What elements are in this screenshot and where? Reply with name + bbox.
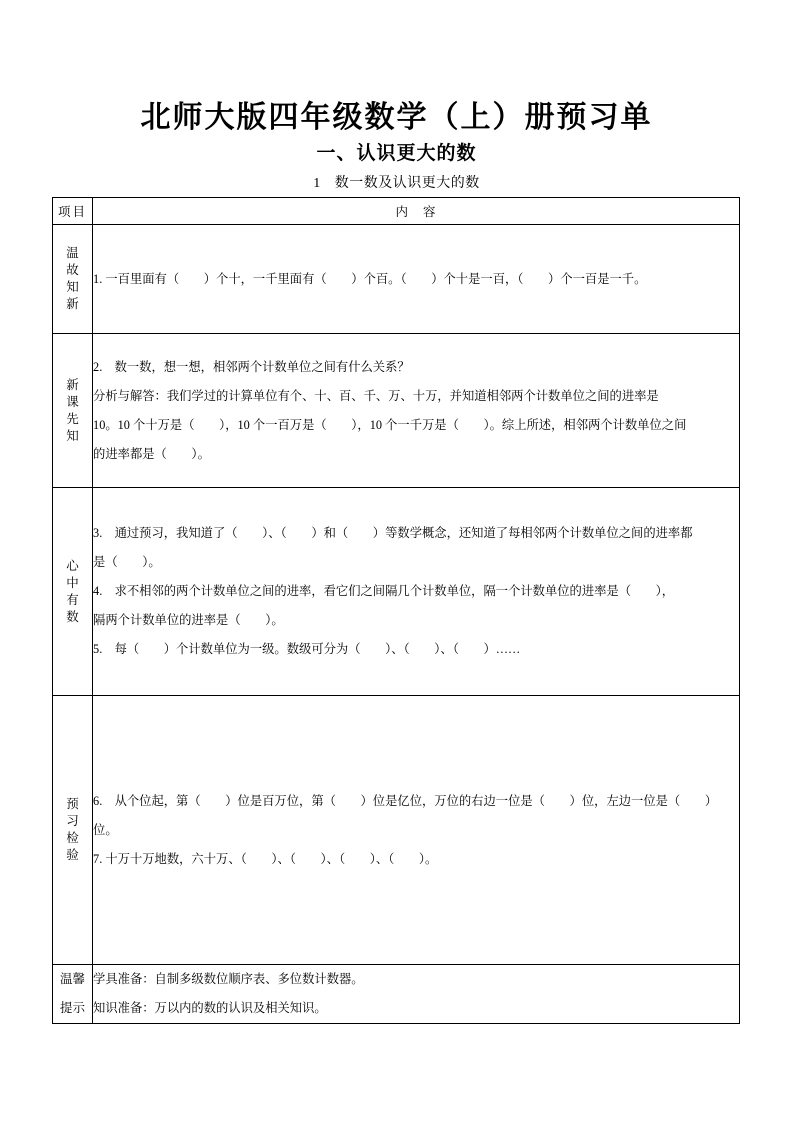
preview-sheet-table (52, 197, 740, 1024)
row-content-yuxi-jianyan (93, 696, 740, 965)
row-label-char: 心 (66, 558, 79, 573)
question-line: 是（ ）。 (93, 555, 161, 569)
row-label-char: 先 (66, 411, 79, 426)
question-line: 6. 从个位起，第（ ）位是百万位，第（ ）位是亿位，万位的右边一位是（ ）位，左边一位是（ ） (93, 793, 718, 808)
tip-line: 学具准备：自制多级数位顺序表、多位数计数器。 (93, 972, 364, 986)
row-label-char: 预 (66, 797, 79, 811)
row-label-char: 数 (66, 609, 79, 624)
page-title: 北师大版四年级数学（上）册预习单 (140, 101, 653, 134)
header-cell-item: 项目 (53, 198, 93, 225)
row-label-xinke-xianzhi (53, 334, 93, 488)
question-line: 4. 求不相邻的两个计数单位之间的进率，看它们之间隔几个计数单位，隔一个计数单位的进率是（ ）， (93, 584, 675, 598)
header-cell-content (93, 198, 740, 225)
table-row (53, 488, 740, 696)
row-content-xinzhong-youshu (93, 488, 740, 696)
lesson-name: 数一数及认识更大的数 (334, 176, 480, 191)
row-label-char: 习 (66, 814, 79, 828)
question-line: 5. 每（ ）个计数单位为一级。数级可分为（ ）、（ ）、（ ）…… (93, 642, 521, 656)
unit-title: 一、认识更大的数 (316, 143, 477, 164)
row-label-char: 验 (66, 848, 79, 862)
header-content-left: 内 (395, 205, 410, 219)
tip-line: 知识准备：万以内的数的认识及相关知识。 (93, 1001, 327, 1015)
row-content-wenxin-tishi (93, 965, 740, 1024)
table-row (53, 696, 740, 965)
row-label-char: 提示 (60, 1001, 86, 1015)
table-header-row (53, 198, 740, 225)
row-label-char: 新 (66, 297, 79, 311)
question-line: 分析与解答：我们学过的计算单位有个、十、百、千、万、十万，并知道相邻两个计数单位之间的进率是 (93, 388, 659, 403)
question-line: 7. 十万十万地数，六十万、（ ）、（ ）、（ ）、（ ）。 (93, 851, 438, 866)
question-line: 的进率都是（ ）。 (93, 446, 210, 461)
row-label-char: 有 (66, 592, 79, 607)
header-content-right: 容 (423, 205, 437, 219)
row-label-wenxin-tishi (53, 965, 93, 1024)
lesson-title (0, 172, 793, 192)
row-content-xinke-xianzhi (93, 334, 740, 488)
row-label-char: 温 (66, 246, 79, 260)
table-row (53, 225, 740, 334)
row-label-char: 知 (66, 280, 79, 294)
question-line: 3. 通过预习，我知道了（ ）、（ ）和（ ）等数学概念，还知道了每相邻两个计数单位之间的进率都 (93, 526, 693, 540)
row-label-yuxi-jianyan (53, 696, 93, 965)
row-content-wengu-zhixin (93, 225, 740, 334)
question-line: 1. 一百里面有（ ）个十，一千里面有（ ）个百。（ ）个十是一百，（ ）个一百是一千。 (93, 271, 647, 286)
row-label-xinzhong-youshu (53, 488, 93, 696)
row-label-char: 检 (66, 831, 79, 845)
question-line: 隔两个计数单位的进率是（ ）。 (93, 613, 284, 627)
lesson-number: 1 (313, 176, 321, 191)
row-label-char: 新 (66, 377, 79, 392)
question-line: 位。 (93, 822, 118, 837)
row-label-char: 故 (66, 263, 79, 277)
row-label-char: 中 (66, 575, 79, 590)
row-label-char: 课 (66, 394, 79, 409)
table-row (53, 965, 740, 1024)
table-row (53, 334, 740, 488)
question-line: 2. 数一数，想一想，相邻两个计数单位之间有什么关系？ (93, 359, 410, 374)
row-label-wengu-zhixin (53, 225, 93, 334)
row-label-char: 温馨 (60, 972, 86, 986)
question-line: 10。10 个十万是（ ），10 个一百万是（ ），10 个一千万是（ ）。综上所述，相邻两个计数单位之间 (93, 417, 687, 432)
row-label-char: 知 (66, 428, 79, 443)
